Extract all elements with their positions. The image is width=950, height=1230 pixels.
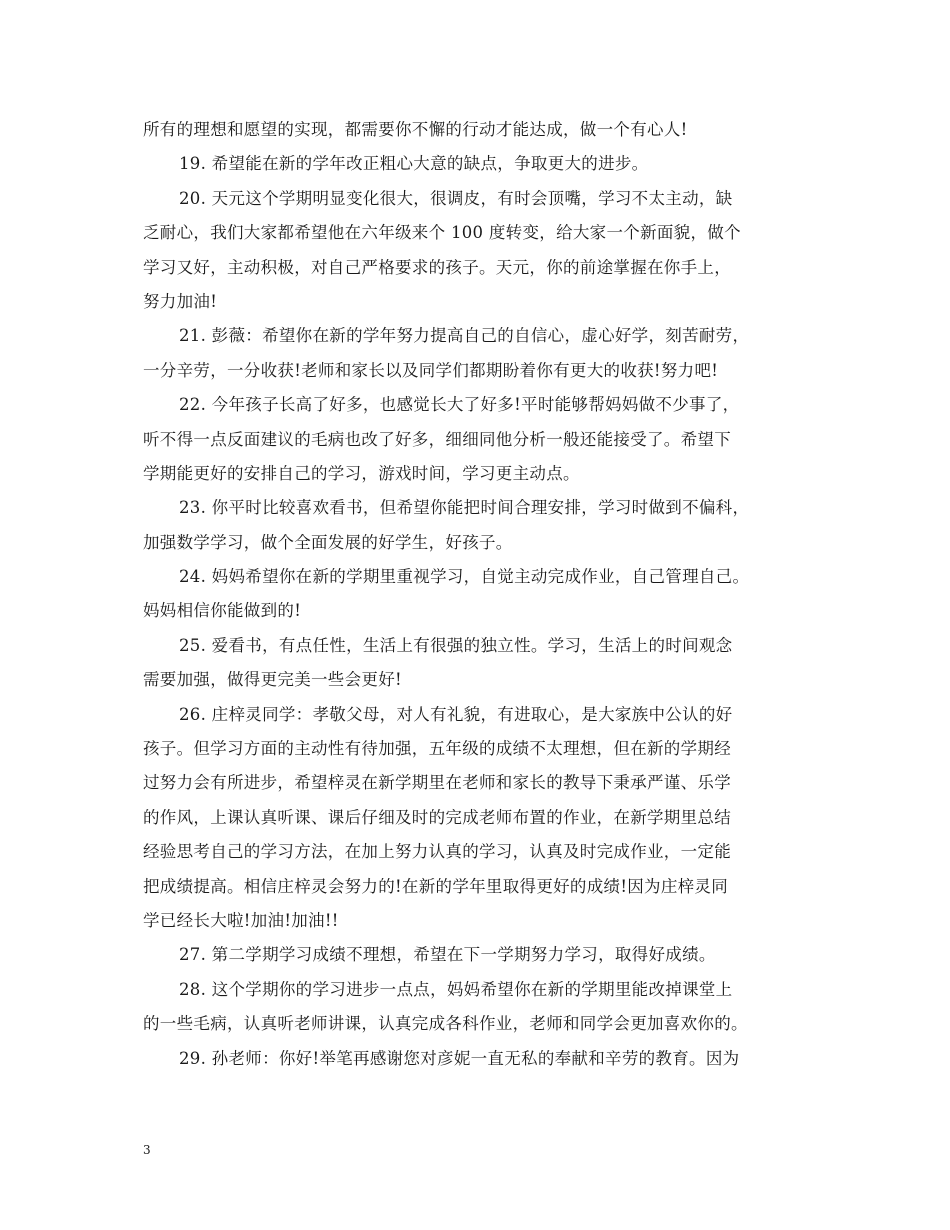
text-line: 经验思考自己的学习方法，在加上努力认真的学习，认真及时完成作业，一定能	[143, 842, 731, 862]
text-line: 的一些毛病，认真听老师讲课，认真完成各科作业，老师和同学会更加喜欢你的。	[143, 1014, 748, 1034]
text-line: 努力加油!	[143, 291, 218, 311]
text-line: 28. 这个学期你的学习进步一点点，妈妈希望你在新的学期里能改掉课堂上	[179, 979, 733, 999]
text-line: 学期能更好的安排自己的学习，游戏时间，学习更主动点。	[143, 463, 580, 483]
text-line: 过努力会有所进步，希望梓灵在新学期里在老师和家长的教导下秉承严谨、乐学	[143, 773, 731, 793]
text-line: 21. 彭薇：希望你在新的学年努力提高自己的自信心，虚心好学，刻苦耐劳，	[179, 326, 750, 346]
text-line: 需要加强，做得更完美一些会更好!	[143, 670, 402, 690]
text-line: 妈妈相信你能做到的!	[143, 601, 302, 621]
text-line: 19. 希望能在新的学年改正粗心大意的缺点，争取更大的进步。	[179, 154, 649, 174]
text-line: 26. 庄梓灵同学：孝敬父母，对人有礼貌，有进取心，是大家族中公认的好	[179, 704, 733, 724]
text-line: 22. 今年孩子长高了好多，也感觉长大了好多!平时能够帮妈妈做不少事了，	[179, 395, 740, 415]
text-line: 的作风，上课认真听课、课后仔细及时的完成老师布置的作业，在新学期里总结	[143, 807, 731, 827]
text-line: 学习又好，主动积极，对自己严格要求的孩子。天元，你的前途掌握在你手上，	[143, 257, 731, 277]
text-line: 29. 孙老师：你好!举笔再感谢您对彦妮一直无私的奉献和辛劳的教育。因为	[179, 1048, 740, 1068]
text-line: 24. 妈妈希望你在新的学期里重视学习，自觉主动完成作业，自己管理自己。	[179, 567, 750, 587]
page-number: 3	[143, 1143, 151, 1157]
body-text	[143, 113, 823, 1076]
text-line: 学已经长大啦!加油!加油!!	[143, 910, 339, 930]
text-line: 乏耐心，我们大家都希望他在六年级来个 100 度转变，给大家一个新面貌，做个	[143, 223, 741, 243]
text-line: 20. 天元这个学期明显变化很大，很调皮，有时会顶嘴，学习不太主动，缺	[179, 188, 733, 208]
text-line: 27. 第二学期学习成绩不理想，希望在下一学期努力学习，取得好成绩。	[179, 945, 716, 965]
text-line: 一分辛劳，一分收获!老师和家长以及同学们都期盼着你有更大的收获!努力吧!	[143, 360, 719, 380]
text-line: 加强数学学习，做个全面发展的好学生，好孩子。	[143, 532, 513, 552]
text-line: 25. 爱看书，有点任性，生活上有很强的独立性。学习，生活上的时间观念	[179, 635, 733, 655]
text-line: 听不得一点反面建议的毛病也改了好多，细细同他分析一般还能接受了。希望下	[143, 429, 731, 449]
text-line: 所有的理想和愿望的实现，都需要你不懈的行动才能达成，做一个有心人!	[143, 120, 688, 139]
text-line: 把成绩提高。相信庄梓灵会努力的!在新的学年里取得更好的成绩!因为庄梓灵同	[143, 876, 729, 896]
text-line: 孩子。但学习方面的主动性有待加强，五年级的成绩不太理想，但在新的学期经	[143, 739, 731, 759]
text-line: 23. 你平时比较喜欢看书，但希望你能把时间合理安排，学习时做到不偏科，	[179, 498, 750, 518]
